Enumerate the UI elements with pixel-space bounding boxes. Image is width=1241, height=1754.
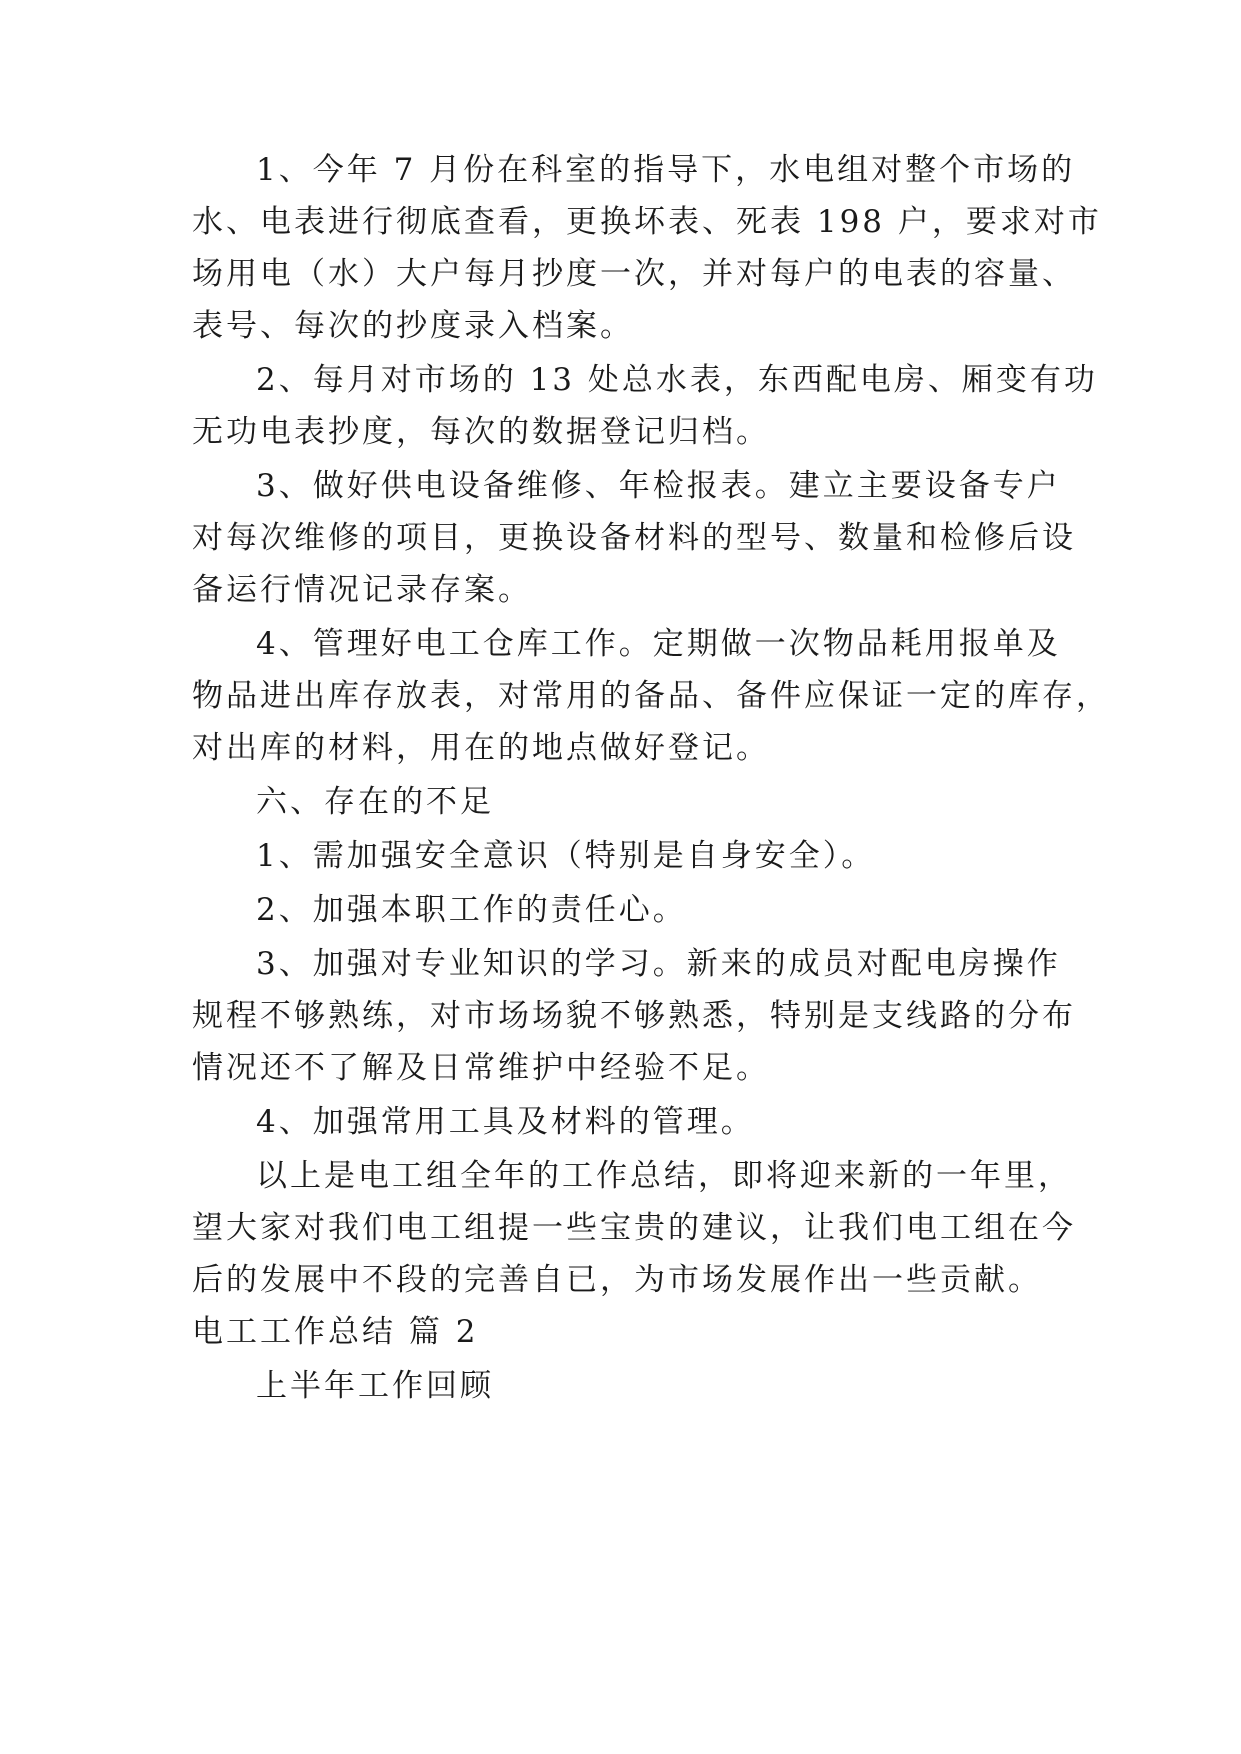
paragraph-3-line-2: 对每次维修的项目，更换设备材料的型号、数量和检修后设 [192, 520, 1076, 556]
conclusion-line-2: 望大家对我们电工组提一些宝贵的建议，让我们电工组在今 [192, 1210, 1076, 1246]
section-heading-shortcomings: 六、存在的不足 [256, 784, 494, 820]
section-title-part-2: 电工工作总结 篇 2 [192, 1314, 479, 1350]
paragraph-1-line-3: 场用电（水）大户每月抄度一次，并对每户的电表的容量、 [192, 256, 1076, 292]
shortcoming-3-line-1: 3、加强对专业知识的学习。新来的成员对配电房操作 [256, 946, 1061, 982]
conclusion-line-1: 以上是电工组全年的工作总结，即将迎来新的一年里， [256, 1158, 1072, 1194]
shortcoming-4: 4、加强常用工具及材料的管理。 [256, 1104, 755, 1140]
shortcoming-2: 2、加强本职工作的责任心。 [256, 892, 687, 928]
paragraph-2-line-1: 2、每月对市场的 13 处总水表，东西配电房、厢变有功 [256, 362, 1098, 398]
shortcoming-1: 1、需加强安全意识（特别是自身安全）。 [256, 838, 876, 874]
paragraph-2-line-2: 无功电表抄度，每次的数据登记归档。 [192, 414, 770, 450]
shortcoming-3-line-3: 情况还不了解及日常维护中经验不足。 [192, 1050, 770, 1086]
paragraph-3-line-3: 备运行情况记录存案。 [192, 572, 532, 608]
paragraph-4-line-2: 物品进出库存放表，对常用的备品、备件应保证一定的库存， [192, 678, 1110, 714]
paragraph-4-line-1: 4、管理好电工仓库工作。定期做一次物品耗用报单及 [256, 626, 1061, 662]
paragraph-1-line-1: 1、今年 7 月份在科室的指导下，水电组对整个市场的 [256, 152, 1076, 188]
paragraph-3-line-1: 3、做好供电设备维修、年检报表。建立主要设备专户 [256, 468, 1061, 504]
paragraph-1-line-4: 表号、每次的抄度录入档案。 [192, 308, 634, 344]
paragraph-4-line-3: 对出库的材料，用在的地点做好登记。 [192, 730, 770, 766]
paragraph-1-line-2: 水、电表进行彻底查看，更换坏表、死表 198 户，要求对市 [192, 204, 1102, 240]
subheading-first-half-review: 上半年工作回顾 [256, 1368, 494, 1404]
shortcoming-3-line-2: 规程不够熟练，对市场场貌不够熟悉，特别是支线路的分布 [192, 998, 1076, 1034]
conclusion-line-3: 后的发展中不段的完善自已，为市场发展作出一些贡献。 [192, 1262, 1042, 1298]
